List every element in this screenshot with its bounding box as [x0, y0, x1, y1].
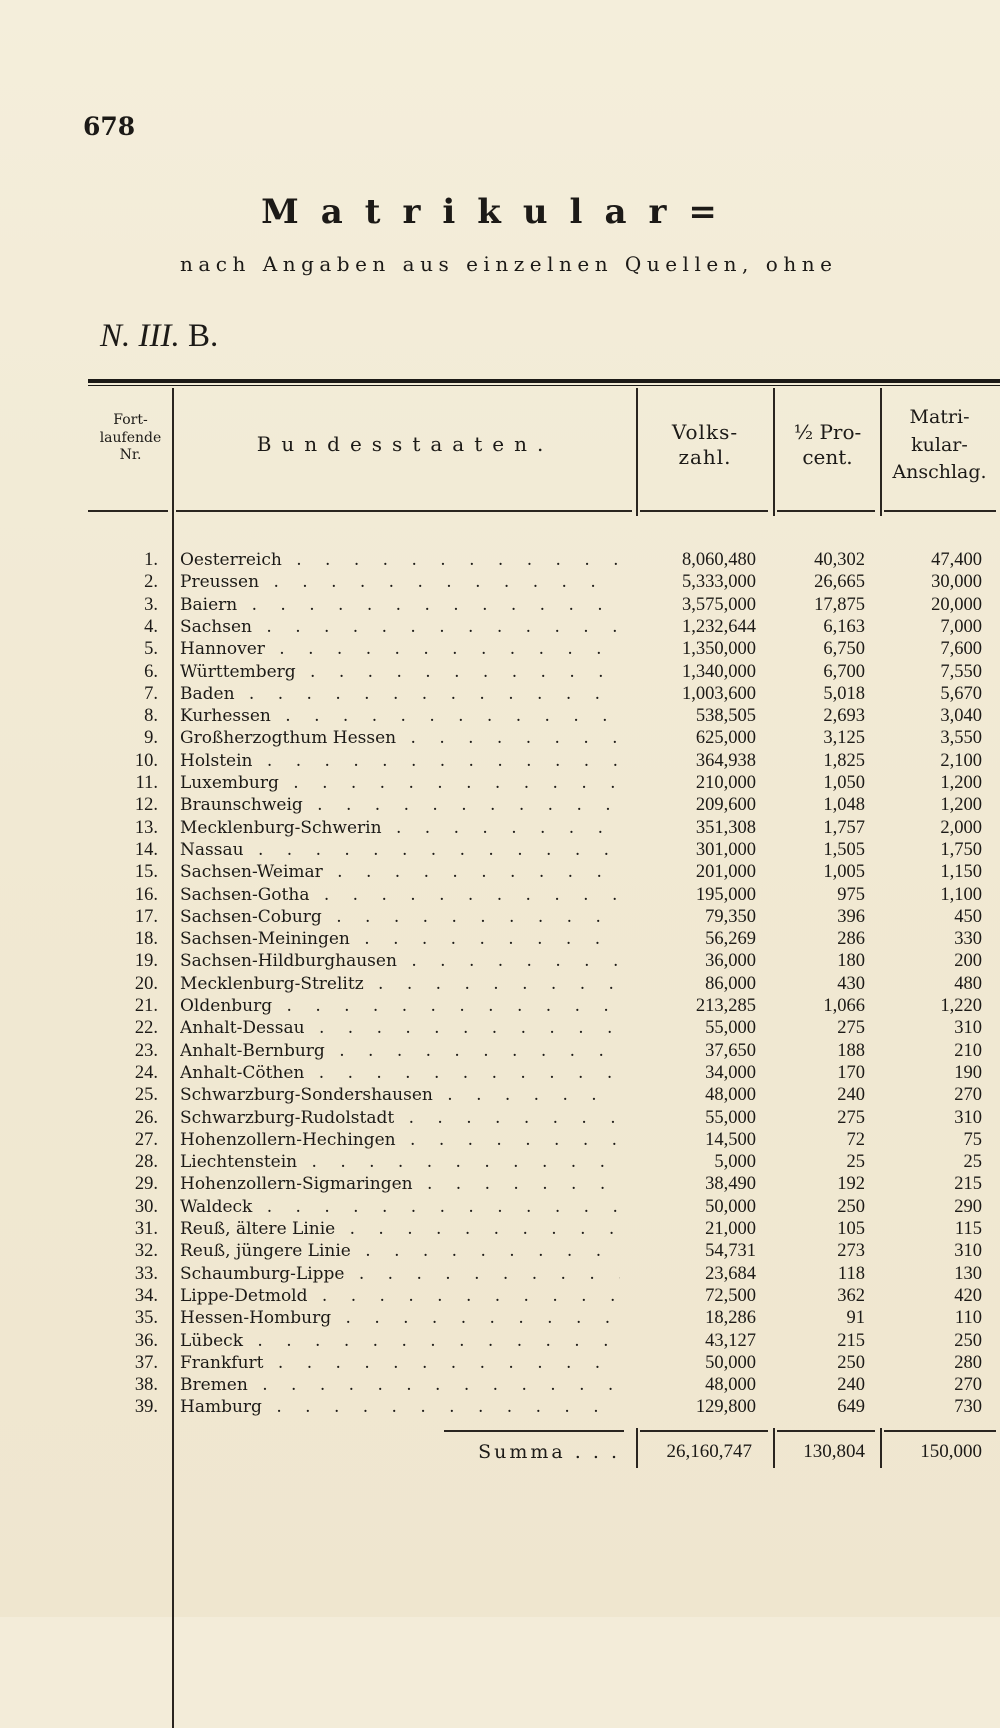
page-subtitle: nach Angaben aus einzelnen Quellen, ohne — [180, 252, 838, 276]
prozent-cell: 188 — [837, 1040, 865, 1061]
header-nr-line2: laufende — [99, 429, 162, 446]
prozent-cell: 1,048 — [823, 795, 865, 816]
row-number: 27. — [134, 1129, 158, 1150]
anschlag-cell: 3,550 — [940, 728, 982, 749]
row-number: 6. — [144, 661, 158, 682]
row-number: 1. — [144, 550, 158, 570]
prozent-cell: 6,700 — [823, 661, 865, 682]
row-number: 29. — [134, 1174, 158, 1195]
anschlag-cell: 20,000 — [931, 594, 982, 615]
volkszahl-cell: 55,000 — [705, 1018, 756, 1039]
state-name: Braunschweig . . . — [180, 794, 620, 816]
volkszahl-cell: 38,490 — [705, 1174, 756, 1195]
row-number: 39. — [134, 1397, 158, 1418]
anschlag-cell: 25 — [963, 1152, 982, 1173]
header-matrikular-line2: kular- — [911, 433, 968, 456]
prozent-cell: 26,665 — [814, 572, 865, 593]
table-row — [0, 1307, 1000, 1329]
summa-rule — [444, 1430, 624, 1432]
header-underline — [176, 510, 632, 512]
state-name: Anhalt-Cöthen . . . — [180, 1062, 620, 1084]
row-number: 36. — [134, 1330, 158, 1351]
anschlag-cell: 280 — [954, 1352, 982, 1373]
anschlag-cell: 30,000 — [931, 572, 982, 593]
table-row — [0, 1240, 1000, 1262]
table-row — [0, 1062, 1000, 1084]
prozent-cell: 5,018 — [823, 683, 865, 704]
volkszahl-cell: 8,060,480 — [682, 550, 756, 570]
state-name: Preussen . . . — [180, 571, 620, 593]
state-name: Kurhessen . . . — [180, 705, 620, 727]
section-label-italic: N. III. — [100, 318, 180, 354]
volkszahl-cell: 201,000 — [695, 862, 756, 883]
row-number: 28. — [134, 1152, 158, 1173]
anschlag-cell: 3,040 — [940, 706, 982, 727]
table-row — [0, 705, 1000, 727]
anschlag-cell: 5,670 — [940, 683, 982, 704]
volkszahl-cell: 14,500 — [705, 1129, 756, 1150]
state-name: Sachsen-Meiningen . . . — [180, 928, 620, 950]
table-row — [0, 1285, 1000, 1307]
prozent-cell: 396 — [837, 906, 865, 927]
anschlag-cell: 2,000 — [940, 817, 982, 838]
row-number: 17. — [134, 906, 158, 927]
volkszahl-cell: 1,350,000 — [682, 639, 756, 660]
prozent-cell: 1,066 — [823, 996, 865, 1016]
table-row — [0, 1173, 1000, 1195]
table-row — [0, 1196, 1000, 1218]
row-number: 5. — [144, 639, 158, 660]
row-number: 11. — [135, 773, 158, 793]
volkszahl-cell: 210,000 — [695, 773, 756, 793]
volkszahl-cell: 56,269 — [705, 929, 756, 950]
anschlag-cell: 270 — [954, 1085, 982, 1106]
table-row — [0, 928, 1000, 950]
anschlag-cell: 47,400 — [931, 550, 982, 570]
row-number: 19. — [134, 951, 158, 972]
state-name: Hohenzollern-Hechingen . . . — [180, 1129, 620, 1151]
anschlag-cell: 190 — [954, 1062, 982, 1083]
state-name: Nassau . . . — [180, 839, 620, 861]
page-number: 678 — [83, 112, 136, 141]
anschlag-cell: 310 — [954, 1241, 982, 1262]
prozent-cell: 975 — [837, 884, 865, 905]
volkszahl-cell: 34,000 — [705, 1062, 756, 1083]
table-row — [0, 1084, 1000, 1106]
prozent-cell: 362 — [837, 1285, 865, 1306]
row-number: 10. — [134, 750, 158, 771]
prozent-cell: 430 — [837, 973, 865, 994]
volkszahl-cell: 21,000 — [705, 1219, 756, 1239]
prozent-cell: 1,505 — [823, 839, 865, 860]
prozent-cell: 118 — [837, 1263, 865, 1284]
prozent-cell: 1,050 — [823, 773, 865, 793]
state-name: Oesterreich . . . — [180, 549, 620, 571]
table-row — [0, 772, 1000, 794]
row-number: 7. — [144, 683, 158, 704]
anschlag-cell: 1,750 — [940, 839, 982, 860]
volkszahl-cell: 48,000 — [705, 1085, 756, 1106]
state-name: Lübeck . . . — [180, 1330, 620, 1352]
prozent-cell: 286 — [837, 929, 865, 950]
state-name: Lippe-Detmold . . . — [180, 1285, 620, 1307]
state-name: Hamburg . . . — [180, 1396, 620, 1418]
table-row — [0, 1396, 1000, 1418]
row-number: 4. — [144, 616, 158, 637]
prozent-cell: 40,302 — [814, 550, 865, 570]
state-name: Holstein . . . — [180, 750, 620, 772]
state-name: Mecklenburg-Strelitz . . . — [180, 973, 620, 995]
prozent-cell: 1,757 — [823, 817, 865, 838]
column-divider — [636, 388, 638, 516]
table-row — [0, 1374, 1000, 1396]
table-row — [0, 995, 1000, 1017]
table-row — [0, 661, 1000, 683]
volkszahl-cell: 72,500 — [705, 1285, 756, 1306]
anschlag-cell: 1,220 — [940, 996, 982, 1016]
header-matrikular-line3: Anschlag. — [892, 461, 987, 484]
row-number: 12. — [134, 795, 158, 816]
header-underline — [777, 510, 875, 512]
row-number: 32. — [134, 1241, 158, 1262]
prozent-cell: 240 — [837, 1085, 865, 1106]
summa-rule — [640, 1430, 768, 1432]
volkszahl-cell: 351,308 — [695, 817, 756, 838]
anschlag-cell: 270 — [954, 1375, 982, 1396]
prozent-cell: 105 — [837, 1219, 865, 1239]
volkszahl-cell: 37,650 — [705, 1040, 756, 1061]
state-name: Großherzogthum Hessen . . . — [180, 727, 620, 749]
anschlag-cell: 310 — [954, 1018, 982, 1039]
table-row — [0, 750, 1000, 772]
state-name: Württemberg . . . — [180, 661, 620, 683]
header-underline — [884, 510, 996, 512]
volkszahl-cell: 50,000 — [705, 1196, 756, 1217]
table-row — [0, 616, 1000, 638]
state-name: Baden . . . — [180, 683, 620, 705]
anschlag-cell: 130 — [954, 1263, 982, 1284]
state-name: Reuß, ältere Linie . . . — [180, 1218, 620, 1240]
table-row — [0, 906, 1000, 928]
prozent-cell: 2,693 — [823, 706, 865, 727]
volkszahl-cell: 50,000 — [705, 1352, 756, 1373]
volkszahl-cell: 1,340,000 — [682, 661, 756, 682]
anschlag-cell: 200 — [954, 951, 982, 972]
table-row — [0, 839, 1000, 861]
prozent-cell: 1,005 — [823, 862, 865, 883]
row-number: 34. — [134, 1285, 158, 1306]
row-number: 21. — [134, 996, 158, 1016]
page-title: Matrikular= — [261, 192, 739, 232]
anschlag-cell: 290 — [954, 1196, 982, 1217]
state-name: Baiern . . . — [180, 594, 620, 616]
anschlag-cell: 1,200 — [940, 773, 982, 793]
row-number: 25. — [134, 1085, 158, 1106]
prozent-cell: 170 — [837, 1062, 865, 1083]
table-row — [0, 950, 1000, 972]
prozent-cell: 25 — [846, 1152, 865, 1173]
volkszahl-cell: 23,684 — [705, 1263, 756, 1284]
prozent-cell: 275 — [837, 1107, 865, 1128]
anschlag-cell: 2,100 — [940, 750, 982, 771]
row-number: 14. — [134, 839, 158, 860]
state-name: Frankfurt . . . — [180, 1352, 620, 1374]
header-nr-line3: Nr. — [119, 447, 142, 463]
header-nr-line1: Fort- — [113, 412, 148, 428]
state-name: Schwarzburg-Rudolstadt . . . — [180, 1107, 620, 1129]
row-number: 9. — [144, 728, 158, 749]
row-number: 2. — [144, 572, 158, 593]
volkszahl-cell: 5,333,000 — [682, 572, 756, 593]
state-name: Anhalt-Dessau . . . — [180, 1017, 620, 1039]
state-name: Sachsen-Gotha . . . — [180, 884, 620, 906]
prozent-cell: 250 — [837, 1196, 865, 1217]
prozent-cell: 17,875 — [814, 594, 865, 615]
volkszahl-cell: 209,600 — [695, 795, 756, 816]
header-volkszahl-line1: Volks- — [671, 420, 739, 444]
volkszahl-cell: 48,000 — [705, 1375, 756, 1396]
row-number: 13. — [134, 817, 158, 838]
header-nr — [88, 412, 173, 465]
header-underline — [640, 510, 768, 512]
prozent-cell: 72 — [846, 1129, 865, 1150]
table-row — [0, 727, 1000, 749]
volkszahl-cell: 55,000 — [705, 1107, 756, 1128]
row-number: 30. — [134, 1196, 158, 1217]
row-number: 8. — [144, 706, 158, 727]
row-number: 38. — [134, 1375, 158, 1396]
row-number: 3. — [144, 594, 158, 615]
prozent-cell: 3,125 — [823, 728, 865, 749]
volkszahl-cell: 195,000 — [695, 884, 756, 905]
summa-prozent: 130,804 — [803, 1441, 865, 1462]
prozent-cell: 250 — [837, 1352, 865, 1373]
state-name: Oldenburg . . . — [180, 995, 620, 1017]
volkszahl-cell: 79,350 — [705, 906, 756, 927]
row-number: 24. — [134, 1062, 158, 1083]
volkszahl-cell: 213,285 — [695, 996, 756, 1016]
anschlag-cell: 1,150 — [940, 862, 982, 883]
header-bundesstaaten: Bundesstaaten. — [256, 432, 554, 456]
state-name: Bremen . . . — [180, 1374, 620, 1396]
summa-row — [0, 1438, 1000, 1466]
volkszahl-cell: 1,232,644 — [682, 616, 756, 637]
state-name: Waldeck . . . — [180, 1196, 620, 1218]
state-name: Luxemburg . . . — [180, 772, 620, 794]
anschlag-cell: 420 — [954, 1285, 982, 1306]
volkszahl-cell: 625,000 — [695, 728, 756, 749]
anschlag-cell: 480 — [954, 973, 982, 994]
volkszahl-cell: 43,127 — [705, 1330, 756, 1351]
state-name: Schaumburg-Lippe . . . — [180, 1263, 620, 1285]
anschlag-cell: 450 — [954, 906, 982, 927]
table-row — [0, 1017, 1000, 1039]
summa-anschlag: 150,000 — [920, 1441, 982, 1462]
volkszahl-cell: 18,286 — [705, 1308, 756, 1329]
prozent-cell: 649 — [837, 1397, 865, 1418]
anschlag-cell: 115 — [954, 1219, 982, 1239]
anschlag-cell: 1,200 — [940, 795, 982, 816]
prozent-cell: 1,825 — [823, 750, 865, 771]
anschlag-cell: 110 — [954, 1308, 982, 1329]
row-number: 23. — [134, 1040, 158, 1061]
section-label — [100, 318, 218, 355]
anschlag-cell: 75 — [963, 1129, 982, 1150]
volkszahl-cell: 54,731 — [705, 1241, 756, 1262]
volkszahl-cell: 129,800 — [695, 1397, 756, 1418]
summa-label: Summa . . . — [478, 1441, 620, 1463]
header-prozent — [775, 420, 880, 470]
anschlag-cell: 250 — [954, 1330, 982, 1351]
prozent-cell: 215 — [837, 1330, 865, 1351]
prozent-cell: 273 — [837, 1241, 865, 1262]
row-number: 18. — [134, 929, 158, 950]
state-name: Hohenzollern-Sigmaringen . . . — [180, 1173, 620, 1195]
table-row — [0, 861, 1000, 883]
header-prozent-line1: ½ Pro- — [793, 420, 862, 444]
volkszahl-cell: 3,575,000 — [682, 594, 756, 615]
volkszahl-cell: 5,000 — [714, 1152, 756, 1173]
anschlag-cell: 1,100 — [940, 884, 982, 905]
anschlag-cell: 730 — [954, 1397, 982, 1418]
table-row — [0, 1040, 1000, 1062]
table-row — [0, 683, 1000, 705]
state-name: Sachsen-Coburg . . . — [180, 906, 620, 928]
anschlag-cell: 7,000 — [940, 616, 982, 637]
state-name: Liechtenstein . . . — [180, 1151, 620, 1173]
table-row — [0, 549, 1000, 571]
table-row — [0, 1151, 1000, 1173]
state-name: Hannover . . . — [180, 638, 620, 660]
volkszahl-cell: 1,003,600 — [682, 683, 756, 704]
state-name: Schwarzburg-Sondershausen . . . — [180, 1084, 620, 1106]
table-row — [0, 794, 1000, 816]
section-label-plain: B. — [187, 318, 219, 354]
table-row — [0, 884, 1000, 906]
prozent-cell: 275 — [837, 1018, 865, 1039]
row-number: 15. — [134, 862, 158, 883]
table-row — [0, 1129, 1000, 1151]
state-name: Reuß, jüngere Linie . . . — [180, 1240, 620, 1262]
prozent-cell: 180 — [837, 951, 865, 972]
volkszahl-cell: 301,000 — [695, 839, 756, 860]
table-row — [0, 1107, 1000, 1129]
anschlag-cell: 310 — [954, 1107, 982, 1128]
row-number: 37. — [134, 1352, 158, 1373]
anschlag-cell: 215 — [954, 1174, 982, 1195]
row-number: 35. — [134, 1308, 158, 1329]
state-name: Hessen-Homburg . . . — [180, 1307, 620, 1329]
volkszahl-cell: 86,000 — [705, 973, 756, 994]
anschlag-cell: 330 — [954, 929, 982, 950]
header-matrikular — [882, 404, 997, 487]
table-row — [0, 1330, 1000, 1352]
state-name: Sachsen-Hildburghausen . . . — [180, 950, 620, 972]
prozent-cell: 91 — [846, 1308, 865, 1329]
header-volkszahl — [640, 420, 770, 470]
state-name: Sachsen . . . — [180, 616, 620, 638]
header-underline — [88, 510, 168, 512]
row-number: 33. — [134, 1263, 158, 1284]
table-row — [0, 571, 1000, 593]
summa-rule — [884, 1430, 996, 1432]
state-name: Mecklenburg-Schwerin . . . — [180, 817, 620, 839]
table-row — [0, 817, 1000, 839]
row-number: 22. — [134, 1018, 158, 1039]
table-row — [0, 973, 1000, 995]
table-row — [0, 1218, 1000, 1240]
header-rule-thin — [88, 385, 1000, 386]
prozent-cell: 192 — [837, 1174, 865, 1195]
volkszahl-cell: 538,505 — [695, 706, 756, 727]
anschlag-cell: 210 — [954, 1040, 982, 1061]
summa-rule — [777, 1430, 875, 1432]
row-number: 26. — [134, 1107, 158, 1128]
anschlag-cell: 7,600 — [940, 639, 982, 660]
volkszahl-cell: 364,938 — [695, 750, 756, 771]
table-row — [0, 638, 1000, 660]
table-row — [0, 1352, 1000, 1374]
prozent-cell: 6,750 — [823, 639, 865, 660]
state-name: Anhalt-Bernburg . . . — [180, 1040, 620, 1062]
table-row — [0, 594, 1000, 616]
state-name: Sachsen-Weimar . . . — [180, 861, 620, 883]
anschlag-cell: 7,550 — [940, 661, 982, 682]
summa-volkszahl: 26,160,747 — [666, 1441, 752, 1462]
header-rule-thick — [88, 379, 1000, 383]
prozent-cell: 6,163 — [823, 616, 865, 637]
row-number: 20. — [134, 973, 158, 994]
header-matrikular-line1: Matri- — [909, 406, 970, 428]
row-number: 31. — [134, 1219, 158, 1239]
row-number: 16. — [134, 884, 158, 905]
prozent-cell: 240 — [837, 1375, 865, 1396]
header-prozent-line2: cent. — [802, 445, 853, 469]
volkszahl-cell: 36,000 — [705, 951, 756, 972]
header-volkszahl-line2: zahl. — [678, 445, 732, 469]
table-row — [0, 1263, 1000, 1285]
